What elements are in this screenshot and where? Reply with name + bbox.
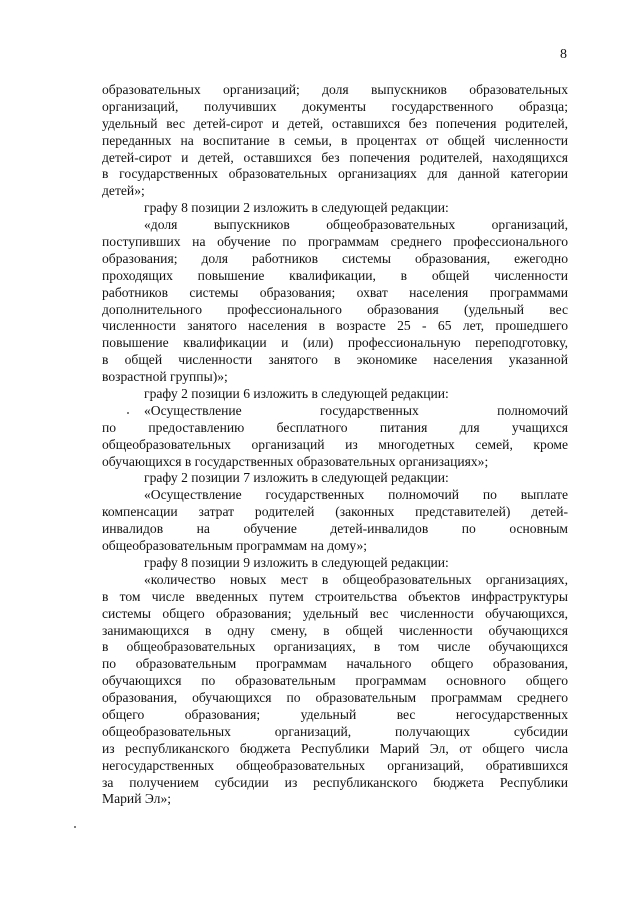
text-line: организаций, получивших документы государственного образца; bbox=[102, 98, 568, 114]
text-line: проходящих повышение квалификации, в общей численности bbox=[102, 267, 568, 283]
text-line: детей»; bbox=[102, 183, 145, 199]
text-line: детей-сирот и детей, оставшихся без попечения родителей, находящихся bbox=[102, 149, 568, 165]
text-line: занимающихся в одну смену, в общей численности обучающихся bbox=[102, 622, 568, 638]
text-line: в государственных образовательных организациях для данной категории bbox=[102, 166, 568, 182]
text-line: графу 2 позиции 6 изложить в следующей редакции: bbox=[144, 386, 449, 402]
scan-speck bbox=[74, 826, 76, 828]
text-line: «доля выпускников общеобразовательных организаций, bbox=[144, 217, 568, 233]
text-line: «Осуществление государственных полномочий по выплате bbox=[144, 487, 568, 503]
text-line: общеобразовательным программам на дому»; bbox=[102, 538, 368, 554]
text-line: численности занятого населения в возрасте 25 - 65 лет, прошедшего bbox=[102, 318, 568, 334]
text-line: по образовательным программам начального общего образования, bbox=[102, 656, 568, 672]
text-line: возрастной группы)»; bbox=[102, 369, 228, 385]
text-line: удельный вес детей-сирот и детей, оставшихся без попечения родителей, bbox=[102, 115, 568, 131]
text-line: обучающихся в государственных образовательных организациях»; bbox=[102, 453, 489, 469]
text-line: по предоставлению бесплатного питания для учащихся bbox=[102, 419, 568, 435]
text-line: работников системы образования; охват населения программами bbox=[102, 284, 568, 300]
text-line: за получением субсидии из республиканского бюджета Республики bbox=[102, 774, 568, 790]
text-line: инвалидов на обучение детей-инвалидов по основным bbox=[102, 521, 568, 537]
text-line: в том числе введенных путем строительства объектов инфраструктуры bbox=[102, 588, 568, 604]
text-line: образовательных организаций; доля выпускников образовательных bbox=[102, 82, 568, 97]
text-line: поступивших на обучение по программам среднего профессионального bbox=[102, 234, 568, 250]
text-line: образования; доля работников системы образования, ежегодно bbox=[102, 250, 568, 266]
text-line: из республиканского бюджета Республики Марий Эл, от общего числа bbox=[102, 740, 568, 756]
text-line: в общеобразовательных организациях, в том числе обучающихся bbox=[102, 639, 568, 655]
text-line: графу 8 позиции 9 изложить в следующей редакции: bbox=[144, 554, 449, 570]
text-line: негосударственных общеобразовательных организаций, обратившихся bbox=[102, 757, 568, 773]
text-line: образования, обучающихся по образовательным программам среднего bbox=[102, 690, 568, 706]
text-line: Марий Эл»; bbox=[102, 791, 172, 807]
text-line: графу 8 позиции 2 изложить в следующей редакции: bbox=[144, 200, 449, 216]
text-line: в общей численности занятого в экономике населения указанной bbox=[102, 352, 568, 368]
text-line: системы общего образования; удельный вес численности обучающихся, bbox=[102, 605, 568, 621]
text-line: обучающихся по образовательным программам основного общего bbox=[102, 673, 568, 689]
page-number: 8 bbox=[560, 47, 567, 62]
text-line: общеобразовательных организаций, получающих субсидии bbox=[102, 723, 568, 739]
document-body bbox=[102, 82, 568, 808]
text-line: общеобразовательных организаций из многодетных семей, кроме bbox=[102, 436, 568, 452]
text-line: компенсации затрат родителей (законных представителей) детей- bbox=[102, 504, 568, 520]
text-line: повышение квалификации и (или) профессиональную переподготовку, bbox=[102, 335, 568, 351]
text-line: «Осуществление государственных полномочий bbox=[144, 402, 568, 418]
text-line: графу 2 позиции 7 изложить в следующей редакции: bbox=[144, 470, 449, 486]
text-line: переданных на воспитание в семьи, в процентах от общей численности bbox=[102, 132, 568, 148]
scan-speck bbox=[127, 412, 129, 414]
text-line: общего образования; удельный вес негосударственных bbox=[102, 706, 568, 722]
text-line: дополнительного профессионального образования (удельный вес bbox=[102, 301, 568, 317]
text-line: «количество новых мест в общеобразовательных организациях, bbox=[144, 571, 568, 587]
